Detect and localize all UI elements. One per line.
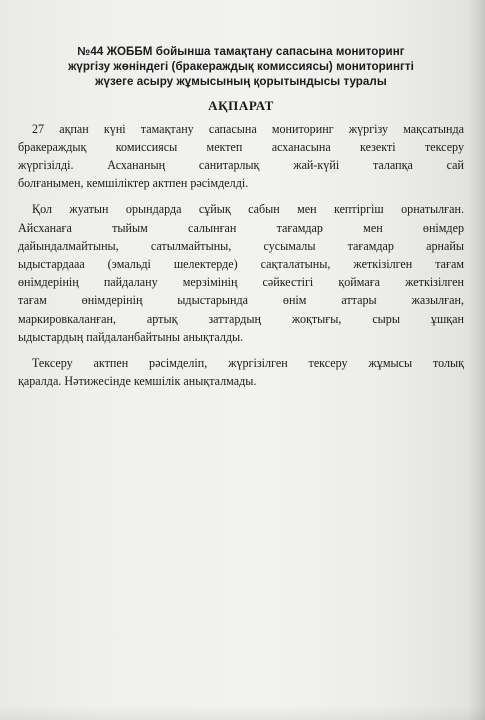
paragraph-line: қаралда. Нәтижесінде кемшілік анықталмады. [18, 374, 257, 389]
paragraph-line: ыдыстардааа (эмальді шелектерде) сақталатыны, жеткізілген тағам [18, 257, 464, 272]
paragraph-line: ыдыстардың пайдаланбайтыны анықталды. [18, 329, 244, 344]
paragraph-line: Айсханаға тыйым салынған тағамдар мен өнімдер [18, 220, 464, 235]
document-heading: АҚПАРАТ [208, 97, 274, 113]
title-line: жүзеге асыру жұмысының қорытындысы туралы [95, 75, 387, 89]
paragraph-2 [18, 200, 464, 346]
page-edge-shadow [467, 0, 485, 720]
paragraph-line: 27 ақпан күні тамақтану сапасына мониторинг жүргізу мақсатында [32, 121, 464, 136]
paragraph-1 [18, 120, 464, 193]
title-line: жүргізу жөніндегі (бракераждық комиссиясы) мониторингті [68, 60, 414, 74]
paragraph-line: Қол жуатын орындарда сұйық сабын мен кептіргіш орнатылған. [32, 202, 464, 217]
paragraph-3 [18, 354, 464, 390]
page-bottom-shadow [0, 706, 485, 720]
paragraph-line: тағам өнімдерінің ыдыстарында өнім аттары жазылған, [18, 293, 464, 308]
paragraph-line: жүргізілді. Асхананың санитарлық жай-күйі талапқа сай [18, 158, 464, 173]
paragraph-line: дайындалмайтыны, сатылмайтыны, сусымалы тағамдар арнайы [18, 238, 464, 253]
paragraph-line: маркировкаланған, артық заттардың жоқтығы, сыры ұшқан [18, 311, 464, 326]
document-title [18, 44, 464, 90]
paragraph-line: Тексеру актпен рәсімделіп, жүргізілген тексеру жұмысы толық [32, 356, 464, 371]
title-line: №44 ЖОББМ бойынша тамақтану сапасына мониторинг [77, 45, 405, 58]
paragraph-line: өнімдерінің пайдалану мерзімінің сәйкестігі қоймаға жеткізілген [18, 275, 464, 290]
paragraph-line: бракераждық комиссиясы мектеп асханасына кезекті тексеру [18, 139, 464, 154]
document-body [18, 44, 464, 398]
paragraph-line: болғанымен, кемшіліктер актпен рәсімделді. [18, 176, 249, 191]
